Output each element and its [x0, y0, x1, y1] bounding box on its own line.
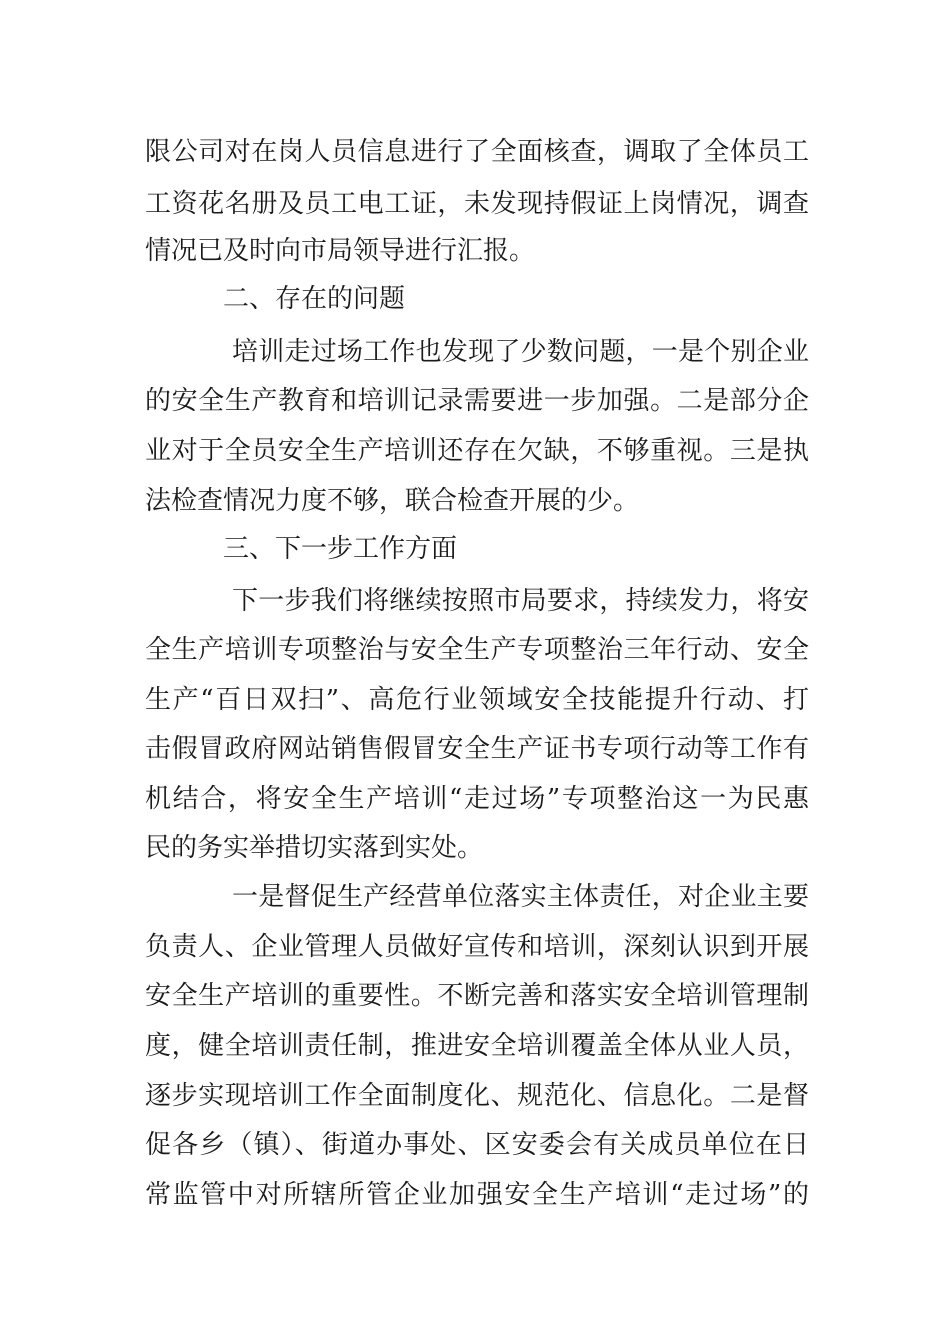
body-text-line: 限公司对在岗人员信息进行了全面核查，调取了全体员工: [145, 137, 809, 167]
body-text-line: 击假冒政府网站销售假冒安全生产证书专项行动等工作有: [145, 734, 809, 764]
body-text-line: 业对于全员安全生产培训还存在欠缺，不够重视。三是执: [145, 436, 809, 466]
body-text-line: 机结合，将安全生产培训“走过场”专项整治这一为民惠: [145, 784, 809, 814]
body-text-line: 情况已及时向市局领导进行汇报。: [145, 236, 536, 266]
body-text-line: 促各乡（镇）、街道办事处、区安委会有关成员单位在日: [145, 1130, 809, 1160]
body-text-line: 负责人、企业管理人员做好宣传和培训，深刻认识到开展: [145, 932, 809, 962]
body-text-line: 下一步我们将继续按照市局要求，持续发力，将安: [232, 586, 809, 616]
body-text-line: 法检查情况力度不够，联合检查开展的少。: [145, 486, 640, 516]
body-text-line: 安全生产培训的重要性。不断完善和落实安全培训管理制: [145, 981, 809, 1011]
body-text-line: 培训走过场工作也发现了少数问题，一是个别企业: [232, 337, 809, 367]
body-text-line: 一是督促生产经营单位落实主体责任，对企业主要: [232, 882, 809, 912]
body-text-line: 常监管中对所辖所管企业加强安全生产培训“走过场”的: [145, 1180, 809, 1210]
body-text-line: 工资花名册及员工电工证，未发现持假证上岗情况，调查: [145, 189, 809, 219]
body-text-line: 民的务实举措切实落到实处。: [145, 833, 484, 863]
body-text-line: 逐步实现培训工作全面制度化、规范化、信息化。二是督: [145, 1081, 809, 1111]
body-text-line: 生产“百日双扫”、高危行业领域安全技能提升行动、打: [145, 685, 809, 715]
body-text-line: 度，健全培训责任制，推进安全培训覆盖全体从业人员，: [145, 1031, 809, 1061]
section-heading: 二、存在的问题: [223, 284, 406, 314]
body-text-line: 全生产培训专项整治与安全生产专项整治三年行动、安全: [145, 635, 809, 665]
body-text-line: 的安全生产教育和培训记录需要进一步加强。二是部分企: [145, 386, 809, 416]
section-heading: 三、下一步工作方面: [223, 534, 458, 564]
